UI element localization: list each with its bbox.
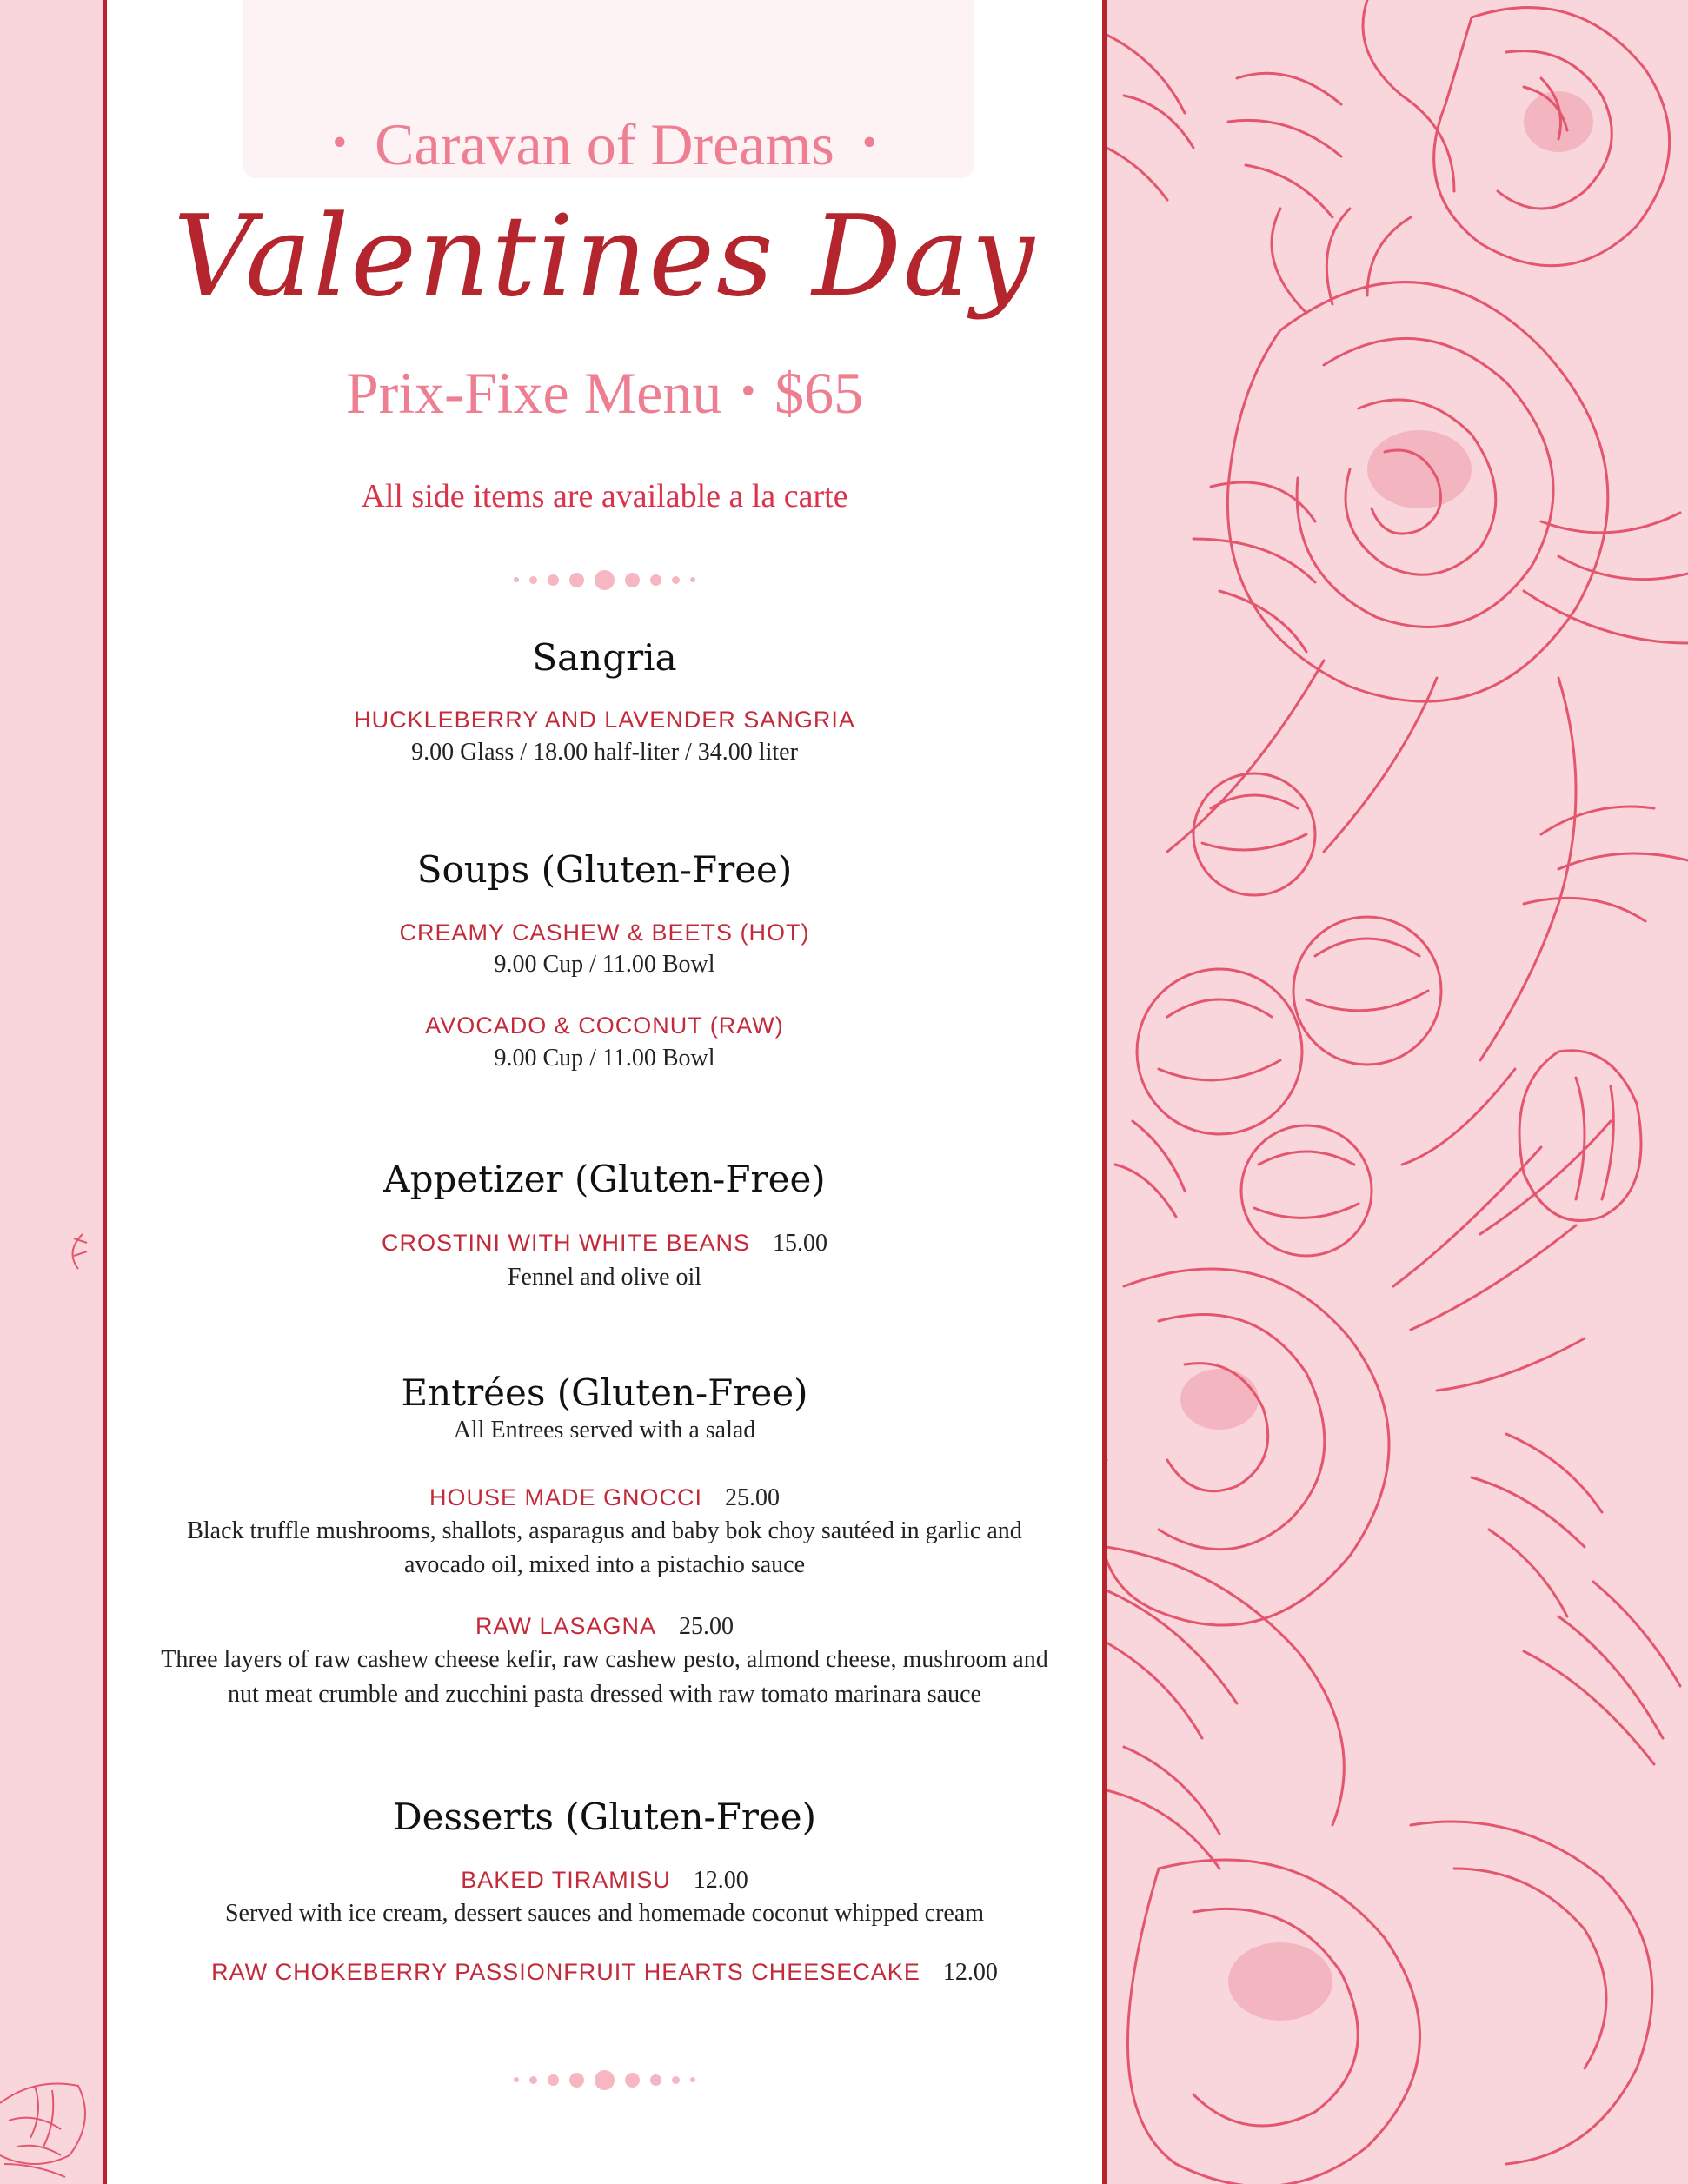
item-row-cheesecake [107,1961,1102,1985]
menu-subtitle [107,360,1102,426]
item-name-gnocci: HOUSE MADE GNOCCI [429,1484,703,1510]
item-price-gnocci: 25.00 [725,1484,781,1511]
menu-price: $65 [774,360,864,426]
section-title-sangria: Sangria [532,636,677,679]
item-name-crostini: CROSTINI WITH WHITE BEANS [381,1230,750,1256]
bullet-icon: • [741,368,756,414]
item-row-gnocci [107,1486,1102,1510]
item-name-cheesecake: RAW CHOKEBERRY PASSIONFRUIT HEARTS CHEESECAKE [211,1959,920,1985]
item-name-lasagna: RAW LASAGNA [475,1613,657,1639]
item-row-crostini [107,1231,1102,1256]
section-subtitle-entrees: All Entrees served with a salad [453,1417,756,1444]
floral-illustration [1107,0,1688,2184]
item-detail-tiramisu: Served with ice cream, dessert sauces and homemade coconut whipped cream [224,1900,985,1927]
a-la-carte-note: All side items are available a la carte [361,478,848,514]
section-title-entrees: Entrées (Gluten-Free) [401,1371,808,1414]
left-floral-decoration [0,0,103,2184]
item-detail-gnocci-line2: avocado oil, mixed into a pistachio sauce [403,1551,806,1578]
item-name-tiramisu: BAKED TIRAMISU [461,1867,671,1893]
item-detail-gnocci-line1: Black truffle mushrooms, shallots, asparagus and baby bok choy sautéed in garlic and [187,1517,1022,1544]
item-price-crostini: 15.00 [773,1230,827,1257]
item-row-lasagna [107,1615,1102,1639]
restaurant-name-text: Caravan of Dreams [375,111,834,177]
item-price-cheesecake: 12.00 [942,1959,998,1986]
item-detail-avocado-coconut: 9.00 Cup / 11.00 Bowl [494,1045,715,1072]
item-name-cashew-beets: CREAMY CASHEW & BEETS (HOT) [399,919,810,946]
item-detail-cashew-beets: 9.00 Cup / 11.00 Bowl [494,951,715,978]
item-detail-sangria: 9.00 Glass / 18.00 half-liter / 34.00 liter [411,739,798,766]
dot-divider-top [107,567,1102,593]
menu-type: Prix-Fixe Menu [345,360,722,426]
item-name-avocado-coconut: AVOCADO & COCONUT (RAW) [425,1012,784,1039]
item-detail-crostini: Fennel and olive oil [507,1264,702,1291]
section-title-desserts: Desserts (Gluten-Free) [392,1796,817,1838]
section-title-appetizer: Appetizer (Gluten-Free) [383,1158,826,1200]
menu-panel [103,0,1107,2184]
dot-divider-bottom [107,2067,1102,2093]
item-detail-lasagna-line1: Three layers of raw cashew cheese kefir, raw cashew pesto, almond cheese, mushroom and [161,1646,1048,1673]
page-title: Valentines Day [173,192,1036,322]
bullet-icon: • [332,119,348,165]
item-row-tiramisu [107,1869,1102,1893]
item-price-tiramisu: 12.00 [693,1867,748,1894]
bullet-icon: • [861,119,877,165]
item-name-sangria: HUCKLEBERRY AND LAVENDER SANGRIA [354,707,855,733]
item-detail-lasagna-line2: nut meat crumble and zucchini pasta dressed with raw tomato marinara sauce [228,1681,981,1708]
section-title-soups: Soups (Gluten-Free) [416,848,793,891]
item-price-lasagna: 25.00 [679,1613,734,1640]
restaurant-name [107,111,1102,177]
